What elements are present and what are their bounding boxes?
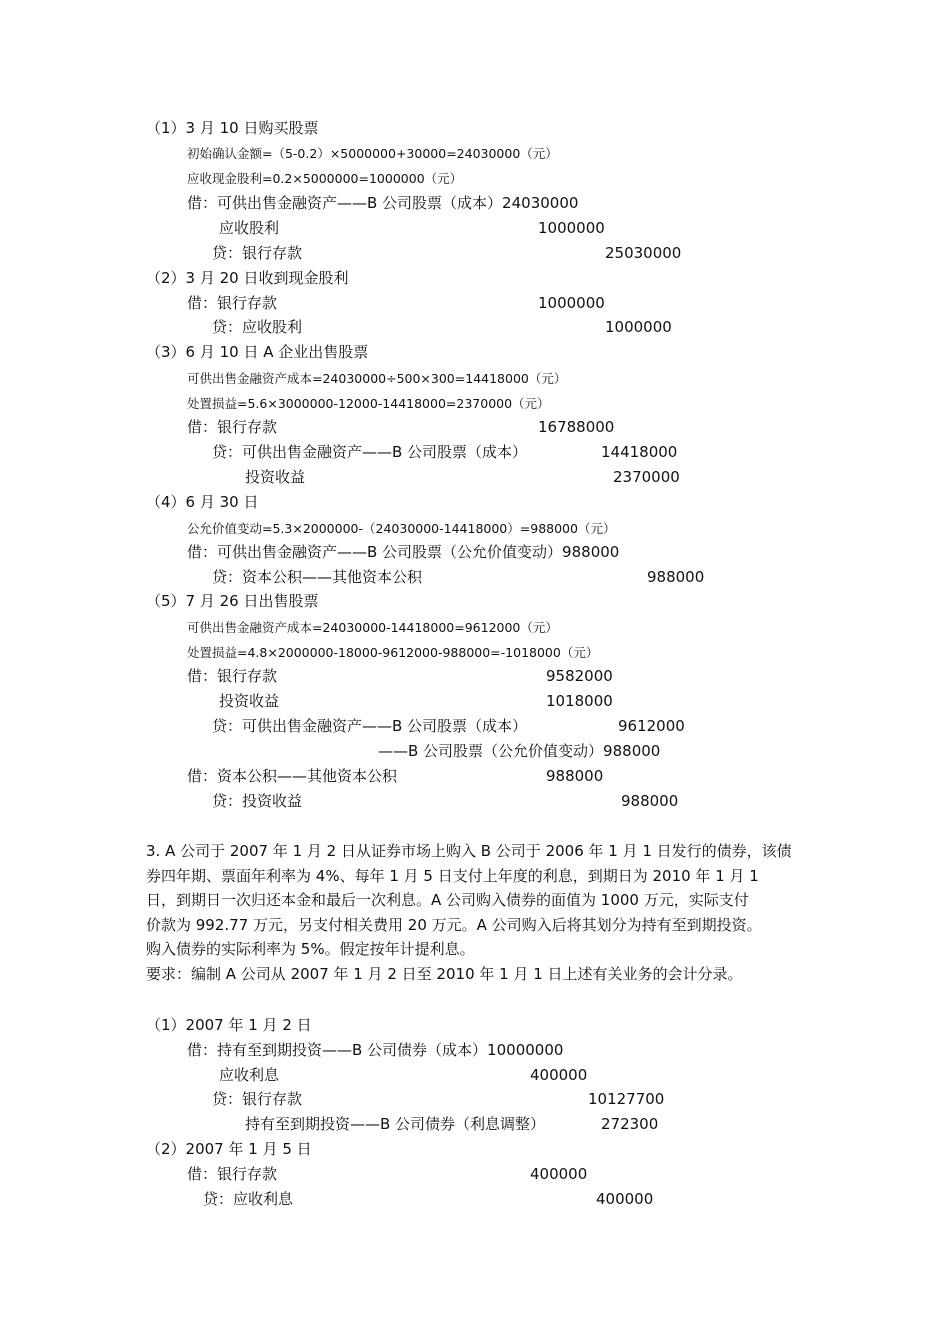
question-requirement: 要求：编制 A 公司从 2007 年 1 月 2 日至 2010 年 1 月 1 日上述有关业务的会计分录。 bbox=[146, 965, 743, 983]
amount: 988000 bbox=[621, 792, 679, 810]
entry-debit-bank: 借：银行存款 bbox=[187, 418, 278, 436]
entry-credit-capital-reserve: 贷：资本公积——其他资本公积 bbox=[212, 568, 423, 586]
amount: 2370000 bbox=[613, 468, 680, 486]
amount: 272300 bbox=[601, 1115, 659, 1133]
entry-credit-investment-income: 贷：投资收益 bbox=[212, 792, 303, 810]
amount: 14418000 bbox=[601, 443, 678, 461]
question-line: 购入债券的实际利率为 5%。假定按年计提利息。 bbox=[146, 940, 475, 958]
heading-2007-jan2: （1）2007 年 1 月 2 日 bbox=[146, 1016, 312, 1034]
entry-debit-capital-reserve: 借：资本公积——其他资本公积 bbox=[187, 767, 398, 785]
calc-initial-amount: 初始确认金额=（5-0.2）×5000000+30000=24030000（元） bbox=[187, 146, 558, 161]
entry-debit-bank: 借：银行存款 bbox=[187, 667, 278, 685]
entry-debit-bank: 借：银行存款 bbox=[187, 294, 278, 312]
heading-jul26: （5）7 月 26 日出售股票 bbox=[146, 592, 319, 610]
question-line: 价款为 992.77 万元，另支付相关费用 20 万元。A 公司购入后将其划分为持有至到期投资。 bbox=[146, 915, 762, 934]
amount: 10127700 bbox=[588, 1090, 665, 1108]
calc-disposal-loss: 处置损益=4.8×2000000-18000-9612000-988000=-1018000（元） bbox=[187, 645, 599, 660]
heading-jun10: （3）6 月 10 日 A 企业出售股票 bbox=[146, 343, 369, 361]
amount: 400000 bbox=[596, 1190, 654, 1208]
question-line: 3. A 公司于 2007 年 1 月 2 日从证券市场上购入 B 公司于 2006 年 1 月 1 日发行的债券，该债 bbox=[146, 842, 792, 860]
entry-interest-receivable: 应收利息 bbox=[219, 1066, 280, 1084]
amount: 1000000 bbox=[538, 294, 605, 312]
amount: 988000 bbox=[647, 568, 705, 586]
calc-afs-cost: 可供出售金融资产成本=24030000-14418000=9612000（元） bbox=[187, 620, 558, 635]
calc-disposal-gain: 处置损益=5.6×3000000-12000-14418000=2370000（元） bbox=[187, 396, 550, 411]
entry-credit-bank: 贷：银行存款 bbox=[212, 244, 303, 262]
entry-dividend-receivable: 应收股利 bbox=[219, 219, 280, 237]
entry-investment-income: 投资收益 bbox=[219, 692, 280, 710]
entry-credit-afs-fv: ——B 公司股票（公允价值变动）988000 bbox=[378, 742, 661, 760]
entry-credit-interest-receivable: 贷：应收利息 bbox=[203, 1190, 294, 1208]
amount: 988000 bbox=[546, 767, 604, 785]
entry-debit-afs-fv: 借：可供出售金融资产——B 公司股票（公允价值变动）988000 bbox=[187, 543, 620, 561]
entry-debit-afs-cost: 借：可供出售金融资产——B 公司股票（成本）24030000 bbox=[187, 194, 579, 212]
entry-debit-htm-cost: 借：持有至到期投资——B 公司债券（成本）10000000 bbox=[187, 1041, 564, 1059]
amount: 1000000 bbox=[605, 318, 672, 336]
entry-credit-afs-cost: 贷：可供出售金融资产——B 公司股票（成本） bbox=[212, 443, 528, 461]
heading-mar20: （2）3 月 20 日收到现金股利 bbox=[146, 269, 349, 287]
question-3-paragraph bbox=[146, 839, 810, 962]
heading-mar10: （1）3 月 10 日购买股票 bbox=[146, 119, 319, 137]
entry-debit-bank: 借：银行存款 bbox=[187, 1165, 278, 1183]
calc-fair-value-change: 公允价值变动=5.3×2000000-（24030000-14418000）=988000（元） bbox=[187, 521, 616, 536]
heading-2007-jan5: （2）2007 年 1 月 5 日 bbox=[146, 1140, 312, 1158]
amount: 9612000 bbox=[618, 717, 685, 735]
question-line: 日，到期日一次归还本金和最后一次利息。A 公司购入债券的面值为 1000 万元，实际支付 bbox=[146, 891, 749, 909]
entry-credit-htm-adjustment: 持有至到期投资——B 公司债券（利息调整） bbox=[245, 1115, 546, 1133]
heading-jun30: （4）6 月 30 日 bbox=[146, 493, 259, 511]
amount: 400000 bbox=[530, 1066, 588, 1084]
entry-credit-dividend: 贷：应收股利 bbox=[212, 318, 303, 336]
calc-dividend-receivable: 应收现金股利=0.2×5000000=1000000（元） bbox=[187, 171, 463, 186]
calc-afs-cost: 可供出售金融资产成本=24030000÷500×300=14418000（元） bbox=[187, 371, 567, 386]
amount: 1018000 bbox=[546, 692, 613, 710]
entry-credit-bank: 贷：银行存款 bbox=[212, 1090, 303, 1108]
amount: 9582000 bbox=[546, 667, 613, 685]
amount: 400000 bbox=[530, 1165, 588, 1183]
entry-credit-afs-cost: 贷：可供出售金融资产——B 公司股票（成本） bbox=[212, 717, 528, 735]
amount: 25030000 bbox=[605, 244, 682, 262]
amount: 1000000 bbox=[538, 219, 605, 237]
entry-investment-income: 投资收益 bbox=[245, 468, 306, 486]
question-line: 券四年期、票面年利率为 4%、每年 1 月 5 日支付上年度的利息，到期日为 2010 年 1 月 1 bbox=[146, 866, 759, 885]
amount: 16788000 bbox=[538, 418, 615, 436]
